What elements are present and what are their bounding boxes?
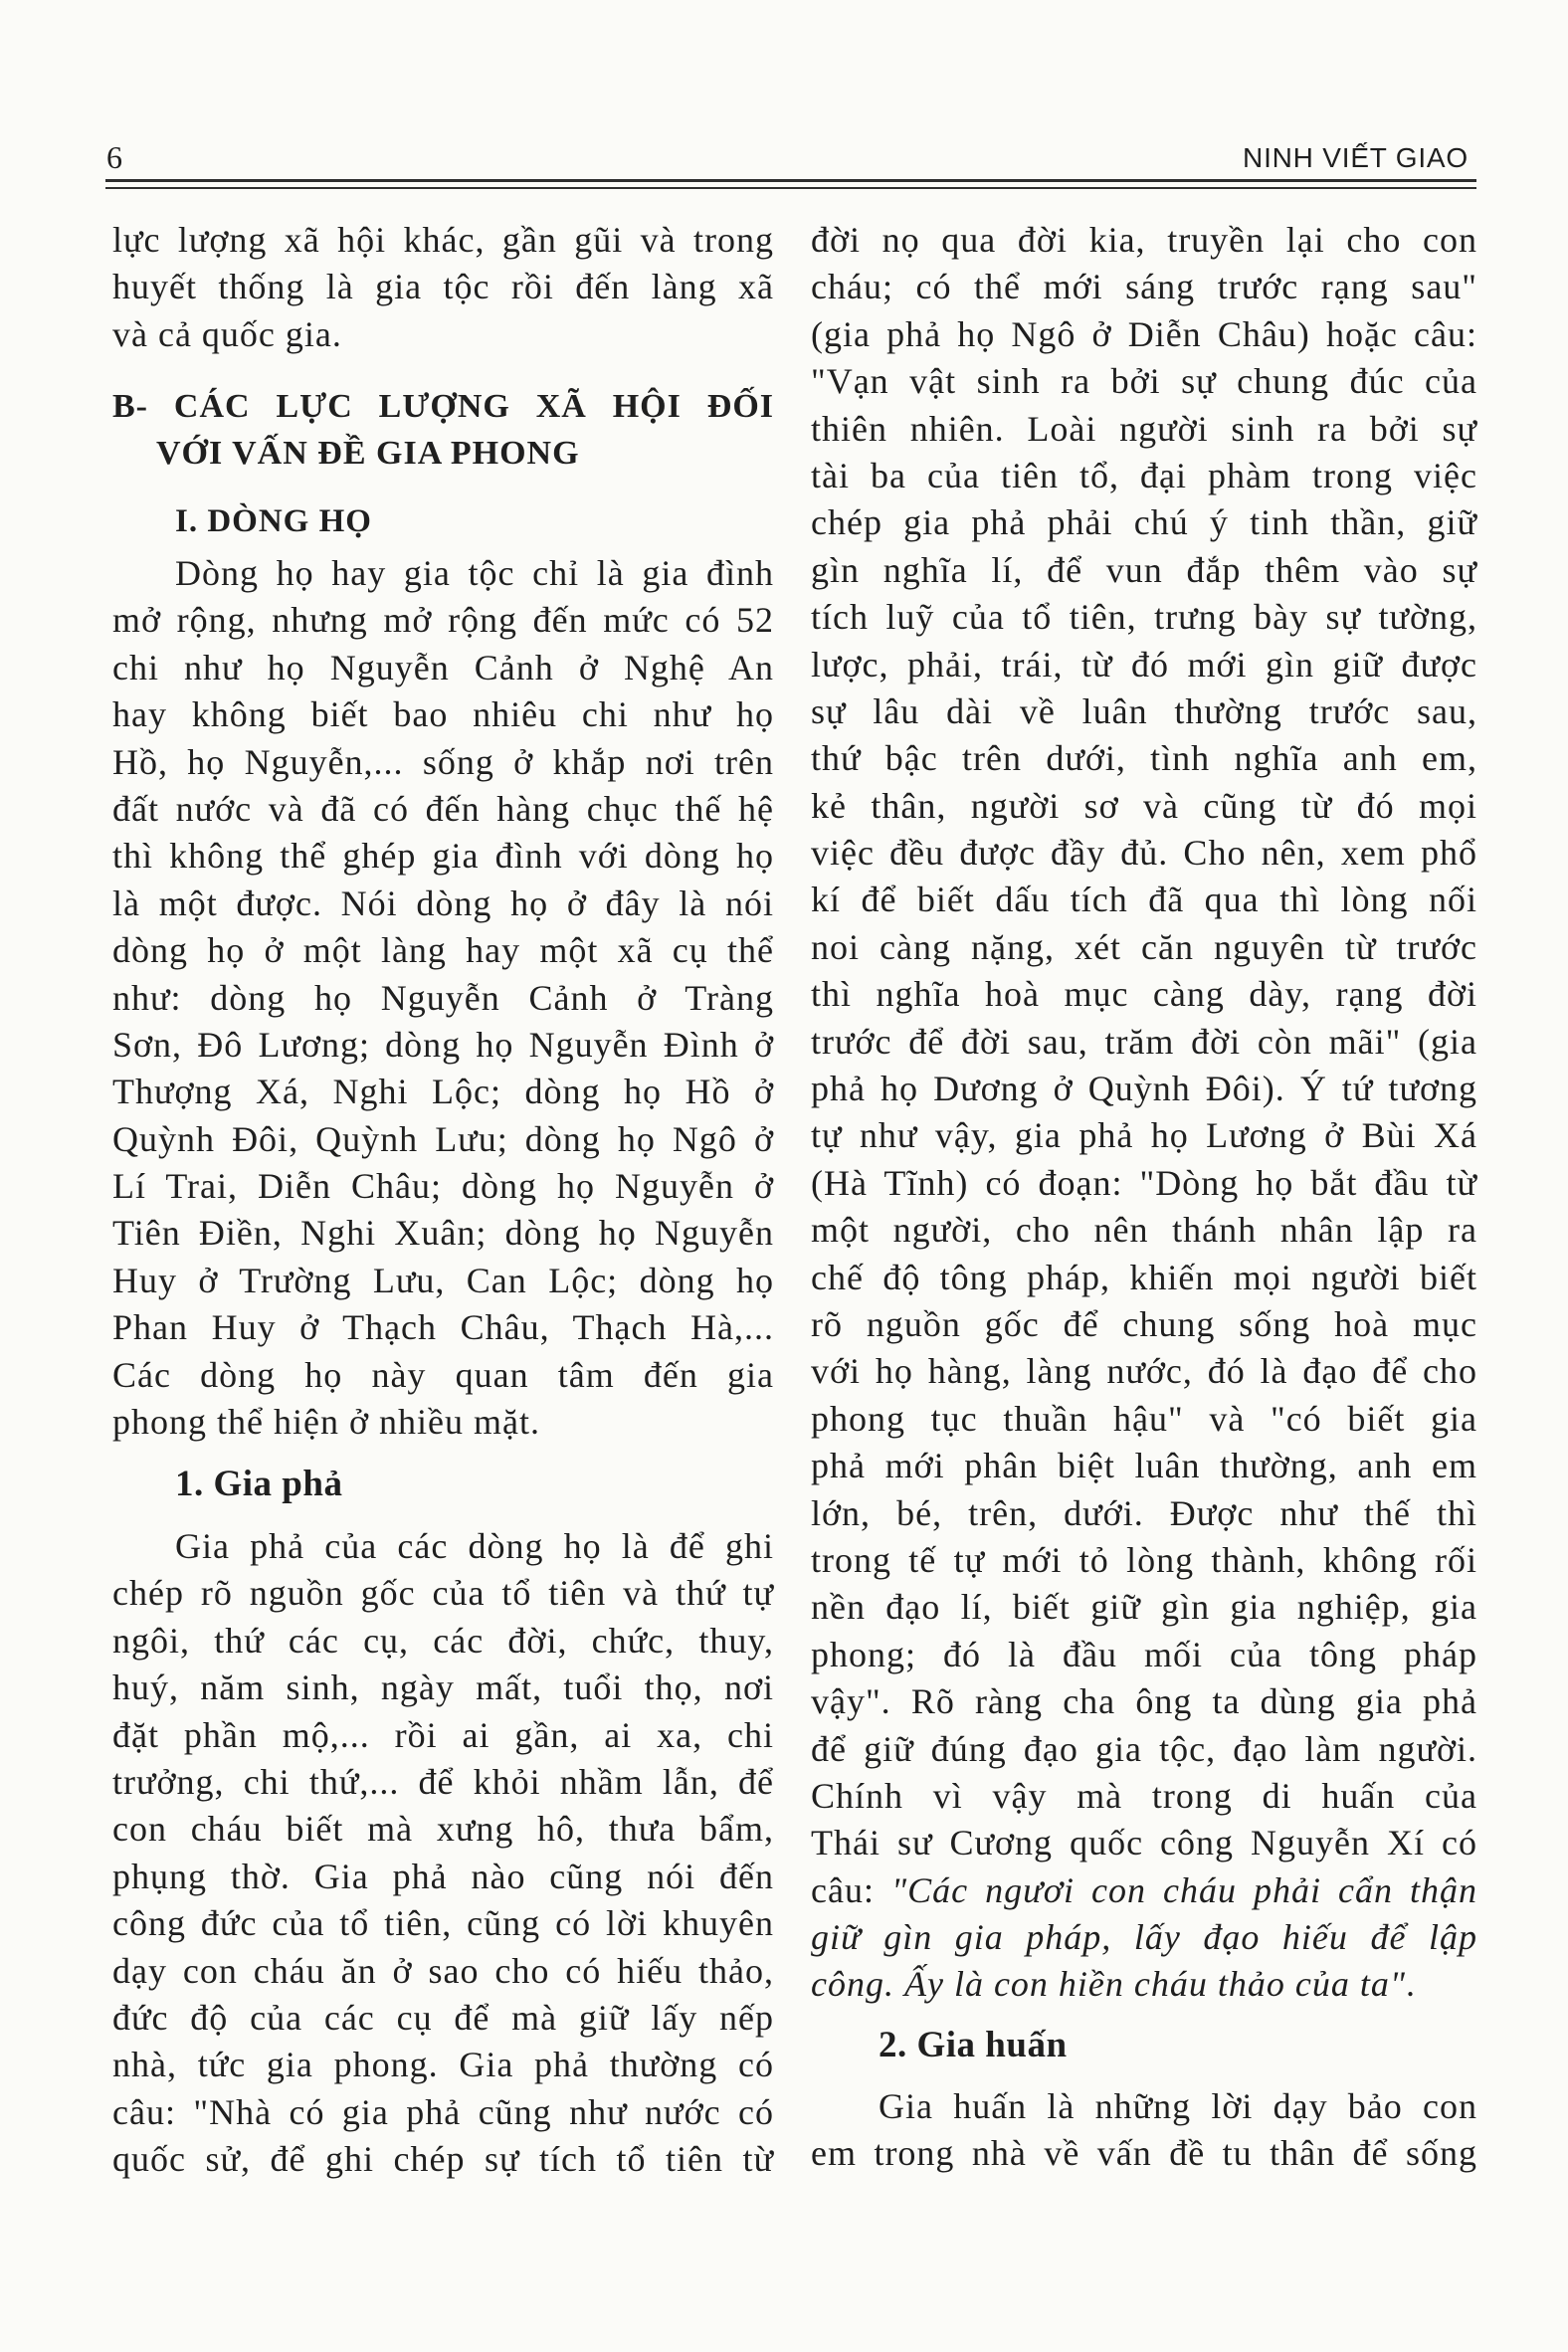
text-line: thứ bậc trên dưới, tình nghĩa anh em, bbox=[811, 738, 1477, 779]
text-line: kí để biết dấu tích đã qua thì lòng nối bbox=[811, 880, 1477, 920]
page-number: 6 bbox=[106, 139, 122, 175]
text-line: Sơn, Đô Lương; dòng họ Nguyễn Đình ở bbox=[112, 1024, 774, 1065]
text-line: (gia phả họ Ngô ở Diễn Châu) hoặc câu: bbox=[811, 313, 1477, 354]
quote-lead: câu: bbox=[811, 1869, 875, 1910]
text-line: Các dòng họ này quan tâm đến gia bbox=[112, 1354, 774, 1395]
gia-huan-paragraph bbox=[811, 2083, 1477, 2178]
text-line: và cả quốc gia. bbox=[112, 313, 342, 354]
text-line: Huy ở Trường Lưu, Can Lộc; dòng họ bbox=[112, 1260, 774, 1300]
text-line: noi càng nặng, xét căn nguyên từ trước bbox=[811, 926, 1477, 967]
text-line: chép gia phả phải chú ý tinh thần, giữ bbox=[811, 502, 1477, 543]
text-line: việc đều được đầy đủ. Cho nên, xem phổ bbox=[811, 833, 1477, 874]
text-line: phong tục thuần hậu" và "có biết gia bbox=[811, 1398, 1477, 1439]
text-line: kẻ thân, người sơ và cũng từ đó mọi bbox=[811, 785, 1477, 826]
gia-pha-paragraph bbox=[112, 1523, 774, 2183]
intro-paragraph bbox=[112, 217, 774, 358]
text-line: trong tế tự mới tỏ lòng thành, không rối bbox=[811, 1539, 1477, 1580]
text-line: lực lượng xã hội khác, gần gũi và trong bbox=[112, 220, 774, 260]
text-line: nhà, tức gia phong. Gia phả thường có bbox=[112, 2045, 774, 2085]
text-line: Hồ, họ Nguyễn,... sống ở khắp nơi trên bbox=[112, 741, 774, 782]
text-line: thì không thể ghép gia đình với dòng họ bbox=[112, 836, 774, 877]
text-line: chép rõ nguồn gốc của tổ tiên và thứ tự bbox=[112, 1573, 774, 1614]
quote-text: công. Ấy là con hiền cháu thảo của ta" bbox=[811, 1964, 1406, 2005]
text-line: dòng họ ở một làng hay một xã cụ thể bbox=[112, 930, 774, 971]
text-line: đất nước và đã có đến hàng chục thế hệ bbox=[112, 788, 774, 829]
heading-line: VỚI VẤN ĐỀ GIA PHONG bbox=[156, 435, 580, 473]
text-line: lược, phải, trái, từ đó mới gìn giữ được bbox=[811, 644, 1477, 685]
text-line: thiên nhiên. Loài người sinh ra bởi sự bbox=[811, 408, 1477, 449]
text-line: là một được. Nói dòng họ ở đây là nói bbox=[112, 882, 774, 923]
heading-line: B- CÁC LỰC LƯỢNG XÃ HỘI ĐỐI bbox=[112, 388, 774, 425]
text-line: Quỳnh Đôi, Quỳnh Lưu; dòng họ Ngô ở bbox=[112, 1118, 774, 1159]
text-line: đức độ của các cụ để mà giữ lấy nếp bbox=[112, 1997, 774, 2038]
gia-huan-heading-block bbox=[811, 2022, 1477, 2068]
right-column bbox=[811, 0, 1477, 2352]
text-line: trưởng, chi thứ,... để khỏi nhầm lẫn, để bbox=[112, 1761, 774, 1802]
text-line: với họ hàng, làng nước, đó là đạo để cho bbox=[811, 1351, 1477, 1392]
text-line: hay không biết bao nhiêu chi như họ bbox=[112, 694, 774, 735]
text-line: Gia phả của các dòng họ là để ghi bbox=[175, 1526, 774, 1566]
text-line: Lí Trai, Diễn Châu; dòng họ Nguyễn ở bbox=[112, 1166, 774, 1207]
quote-line bbox=[811, 1867, 1477, 1914]
text-line: tích luỹ của tổ tiên, trưng bày sự tường, bbox=[811, 597, 1477, 638]
gia-huan-heading: 2. Gia huấn bbox=[879, 2025, 1068, 2065]
text-line: một người, cho nên thánh nhân lập ra bbox=[811, 1210, 1477, 1251]
text-line: Tiên Điền, Nghi Xuân; dòng họ Nguyễn bbox=[112, 1213, 774, 1254]
running-title: NINH VIẾT GIAO bbox=[1243, 142, 1469, 173]
text-line: sự lâu dài về luân thường trước sau, bbox=[811, 690, 1477, 731]
text-line: em trong nhà về vấn đề tu thân để sống bbox=[811, 2133, 1477, 2174]
text-line: tự như vậy, gia phả họ Lương ở Bùi Xá bbox=[811, 1115, 1477, 1156]
text-line: Thái sư Cương quốc công Nguyễn Xí có bbox=[811, 1823, 1477, 1863]
quote-line: giữ gìn gia pháp, lấy đạo hiếu để lập bbox=[811, 1917, 1477, 1958]
text-line: phong; đó là đầu mối của tông pháp bbox=[811, 1634, 1477, 1674]
text-line: mở rộng, nhưng mở rộng đến mức có 52 bbox=[112, 600, 774, 641]
text-line: Phan Huy ở Thạch Châu, Thạch Hà,... bbox=[112, 1307, 774, 1348]
text-line: để giữ đúng đạo gia tộc, đạo làm người. bbox=[811, 1728, 1477, 1769]
section-heading bbox=[112, 383, 774, 478]
subsection-heading-block bbox=[112, 498, 774, 545]
quote-text: "Các ngươi con cháu phải cẩn thận bbox=[891, 1869, 1478, 1910]
text-line: thì nghĩa hoà mục càng dày, rạng đời bbox=[811, 974, 1477, 1015]
text-line: Chính vì vậy mà trong di huấn của bbox=[811, 1775, 1477, 1816]
quote-end: . bbox=[1406, 1964, 1416, 2005]
text-line: ngôi, thứ các cụ, các đời, chức, thuy, bbox=[112, 1620, 774, 1661]
text-line: câu: "Nhà có gia phả cũng như nước có bbox=[112, 2091, 774, 2132]
text-line: phụng thờ. Gia phả nào cũng nói đến bbox=[112, 1856, 774, 1896]
dong-ho-paragraph bbox=[112, 550, 774, 1446]
text-line: trước để đời sau, trăm đời còn mãi" (gia bbox=[811, 1021, 1477, 1062]
text-line: dạy con cháu ăn ở sao cho có hiếu thảo, bbox=[112, 1950, 774, 1991]
text-line: Thượng Xá, Nghi Lộc; dòng họ Hồ ở bbox=[112, 1072, 774, 1112]
text-line: con cháu biết mà xưng hô, thưa bẩm, bbox=[112, 1809, 774, 1850]
text-line: công đức của tổ tiên, cũng có lời khuyên bbox=[112, 1903, 774, 1944]
text-line: huý, năm sinh, ngày mất, tuổi thọ, nơi bbox=[112, 1667, 774, 1708]
text-line: (Hà Tĩnh) có đoạn: "Dòng họ bắt đầu từ bbox=[811, 1162, 1477, 1203]
text-line: đời nọ qua đời kia, truyền lại cho con bbox=[811, 220, 1477, 260]
gia-pha-heading-block bbox=[112, 1461, 774, 1507]
text-line: Dòng họ hay gia tộc chỉ là gia đình bbox=[175, 553, 774, 593]
text-line: huyết thống là gia tộc rồi đến làng xã bbox=[112, 267, 774, 307]
quote-line bbox=[811, 1961, 1477, 2008]
gia-pha-continued-paragraph bbox=[811, 217, 1477, 2009]
text-line: như: dòng họ Nguyễn Cảnh ở Tràng bbox=[112, 977, 774, 1018]
subsection-heading: I. DÒNG HỌ bbox=[175, 503, 372, 539]
text-line: chế độ tông pháp, khiến mọi người biết bbox=[811, 1257, 1477, 1297]
text-line: quốc sử, để ghi chép sự tích tổ tiên từ bbox=[112, 2139, 774, 2180]
text-line: gìn nghĩa lí, để vun đắp thêm vào sự bbox=[811, 549, 1477, 590]
text-line: rõ nguồn gốc để chung sống hoà mục bbox=[811, 1303, 1477, 1344]
text-line: phong thể hiện ở nhiều mặt. bbox=[112, 1402, 540, 1443]
text-line: chi như họ Nguyễn Cảnh ở Nghệ An bbox=[112, 647, 774, 687]
text-line: vậy". Rõ ràng cha ông ta dùng gia phả bbox=[811, 1681, 1477, 1722]
text-line: cháu; có thể mới sáng trước rạng sau" bbox=[811, 267, 1477, 307]
left-column bbox=[112, 0, 774, 2352]
text-line: Gia huấn là những lời dạy bảo con bbox=[879, 2086, 1477, 2126]
text-line: nền đạo lí, biết giữ gìn gia nghiệp, gia bbox=[811, 1587, 1477, 1628]
text-line: tài ba của tiên tổ, đại phàm trong việc bbox=[811, 455, 1477, 495]
text-line: phả mới phân biệt luân thường, anh em bbox=[811, 1446, 1477, 1486]
text-line: "Vạn vật sinh ra bởi sự chung đúc của bbox=[811, 361, 1477, 402]
text-line: phả họ Dương ở Quỳnh Đôi). Ý tứ tương bbox=[811, 1069, 1477, 1109]
text-line: lớn, bé, trên, dưới. Được như thế thì bbox=[811, 1492, 1477, 1533]
gia-pha-heading: 1. Gia phả bbox=[175, 1464, 343, 1504]
text-line: đặt phần mộ,... rồi ai gần, ai xa, chi bbox=[112, 1714, 774, 1755]
